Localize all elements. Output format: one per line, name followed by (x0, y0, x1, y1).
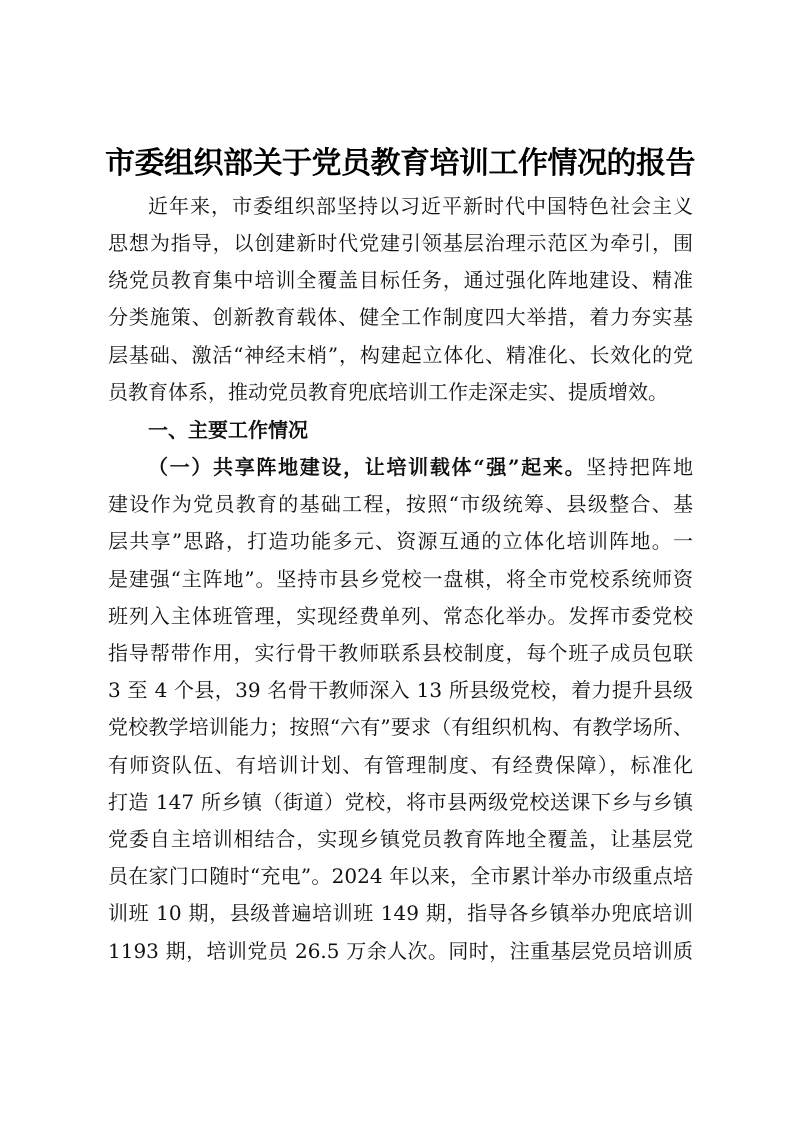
subsection-line-1: 建设作为党员教育的基础工程，按照“市级统筹、县级整合、基 (108, 492, 693, 516)
intro-line-3: 绕党员教育集中培训全覆盖目标任务，通过强化阵地建设、精准 (108, 268, 693, 292)
subsection-line-12: 训班 10 期，县级普遍培训班 149 期，指导各乡镇举办兜底培训 (108, 901, 693, 925)
subsection-line-9: 打造 147 所乡镇（街道）党校，将市县两级党校送课下乡与乡镇 (108, 790, 693, 814)
subsection-line-11: 员在家门口随时“充电”。2024 年以来，全市累计举办市级重点培 (108, 864, 693, 888)
subsection-line-8: 有师资队伍、有培训计划、有管理制度、有经费保障），标准化 (108, 753, 693, 777)
section-heading: 一、主要工作情况 (148, 418, 308, 442)
subsection-line-7: 党校教学培训能力；按照“六有”要求（有组织机构、有教学场所、 (108, 715, 693, 739)
intro-line-1: 近年来，市委组织部坚持以习近平新时代中国特色社会主义 (148, 194, 693, 218)
document-title: 市委组织部关于党员教育培训工作情况的报告 (105, 146, 695, 181)
intro-line-2: 思想为指导，以创建新时代党建引领基层治理示范区为牵引，围 (108, 231, 693, 255)
subsection-line-5: 指导帮带作用，实行骨干教师联系县校制度，每个班子成员包联 (108, 641, 693, 665)
subsection-lead-line (148, 449, 693, 485)
subsection-line-3: 是建强“主阵地”。坚持市县乡党校一盘棋，将全市党校系统师资 (108, 567, 693, 591)
intro-line-4: 分类施策、创新教育载体、健全工作制度四大举措，着力夯实基 (108, 305, 693, 329)
subsection-lead-rest: 坚持把阵地 (586, 455, 693, 479)
subsection-line-6: 3 至 4 个县，39 名骨干教师深入 13 所县级党校，着力提升县级 (108, 678, 693, 702)
subsection-line-4: 班列入主体班管理，实现经费单列、常态化举办。发挥市委党校 (108, 604, 693, 628)
subsection-line-2: 层共享”思路，打造功能多元、资源互通的立体化培训阵地。一 (108, 529, 693, 553)
intro-line-5: 层基础、激活“神经末梢”，构建起立体化、精准化、长效化的党 (108, 343, 693, 367)
subsection-line-13: 1193 期，培训党员 26.5 万余人次。同时，注重基层党员培训质 (108, 939, 693, 963)
subsection-lead: （一）共享阵地建设，让培训载体“强”起来。 (148, 455, 587, 479)
subsection-line-10: 党委自主培训相结合，实现乡镇党员教育阵地全覆盖，让基层党 (108, 827, 693, 851)
intro-line-6: 员教育体系，推动党员教育兜底培训工作走深走实、提质增效。 (108, 380, 668, 404)
